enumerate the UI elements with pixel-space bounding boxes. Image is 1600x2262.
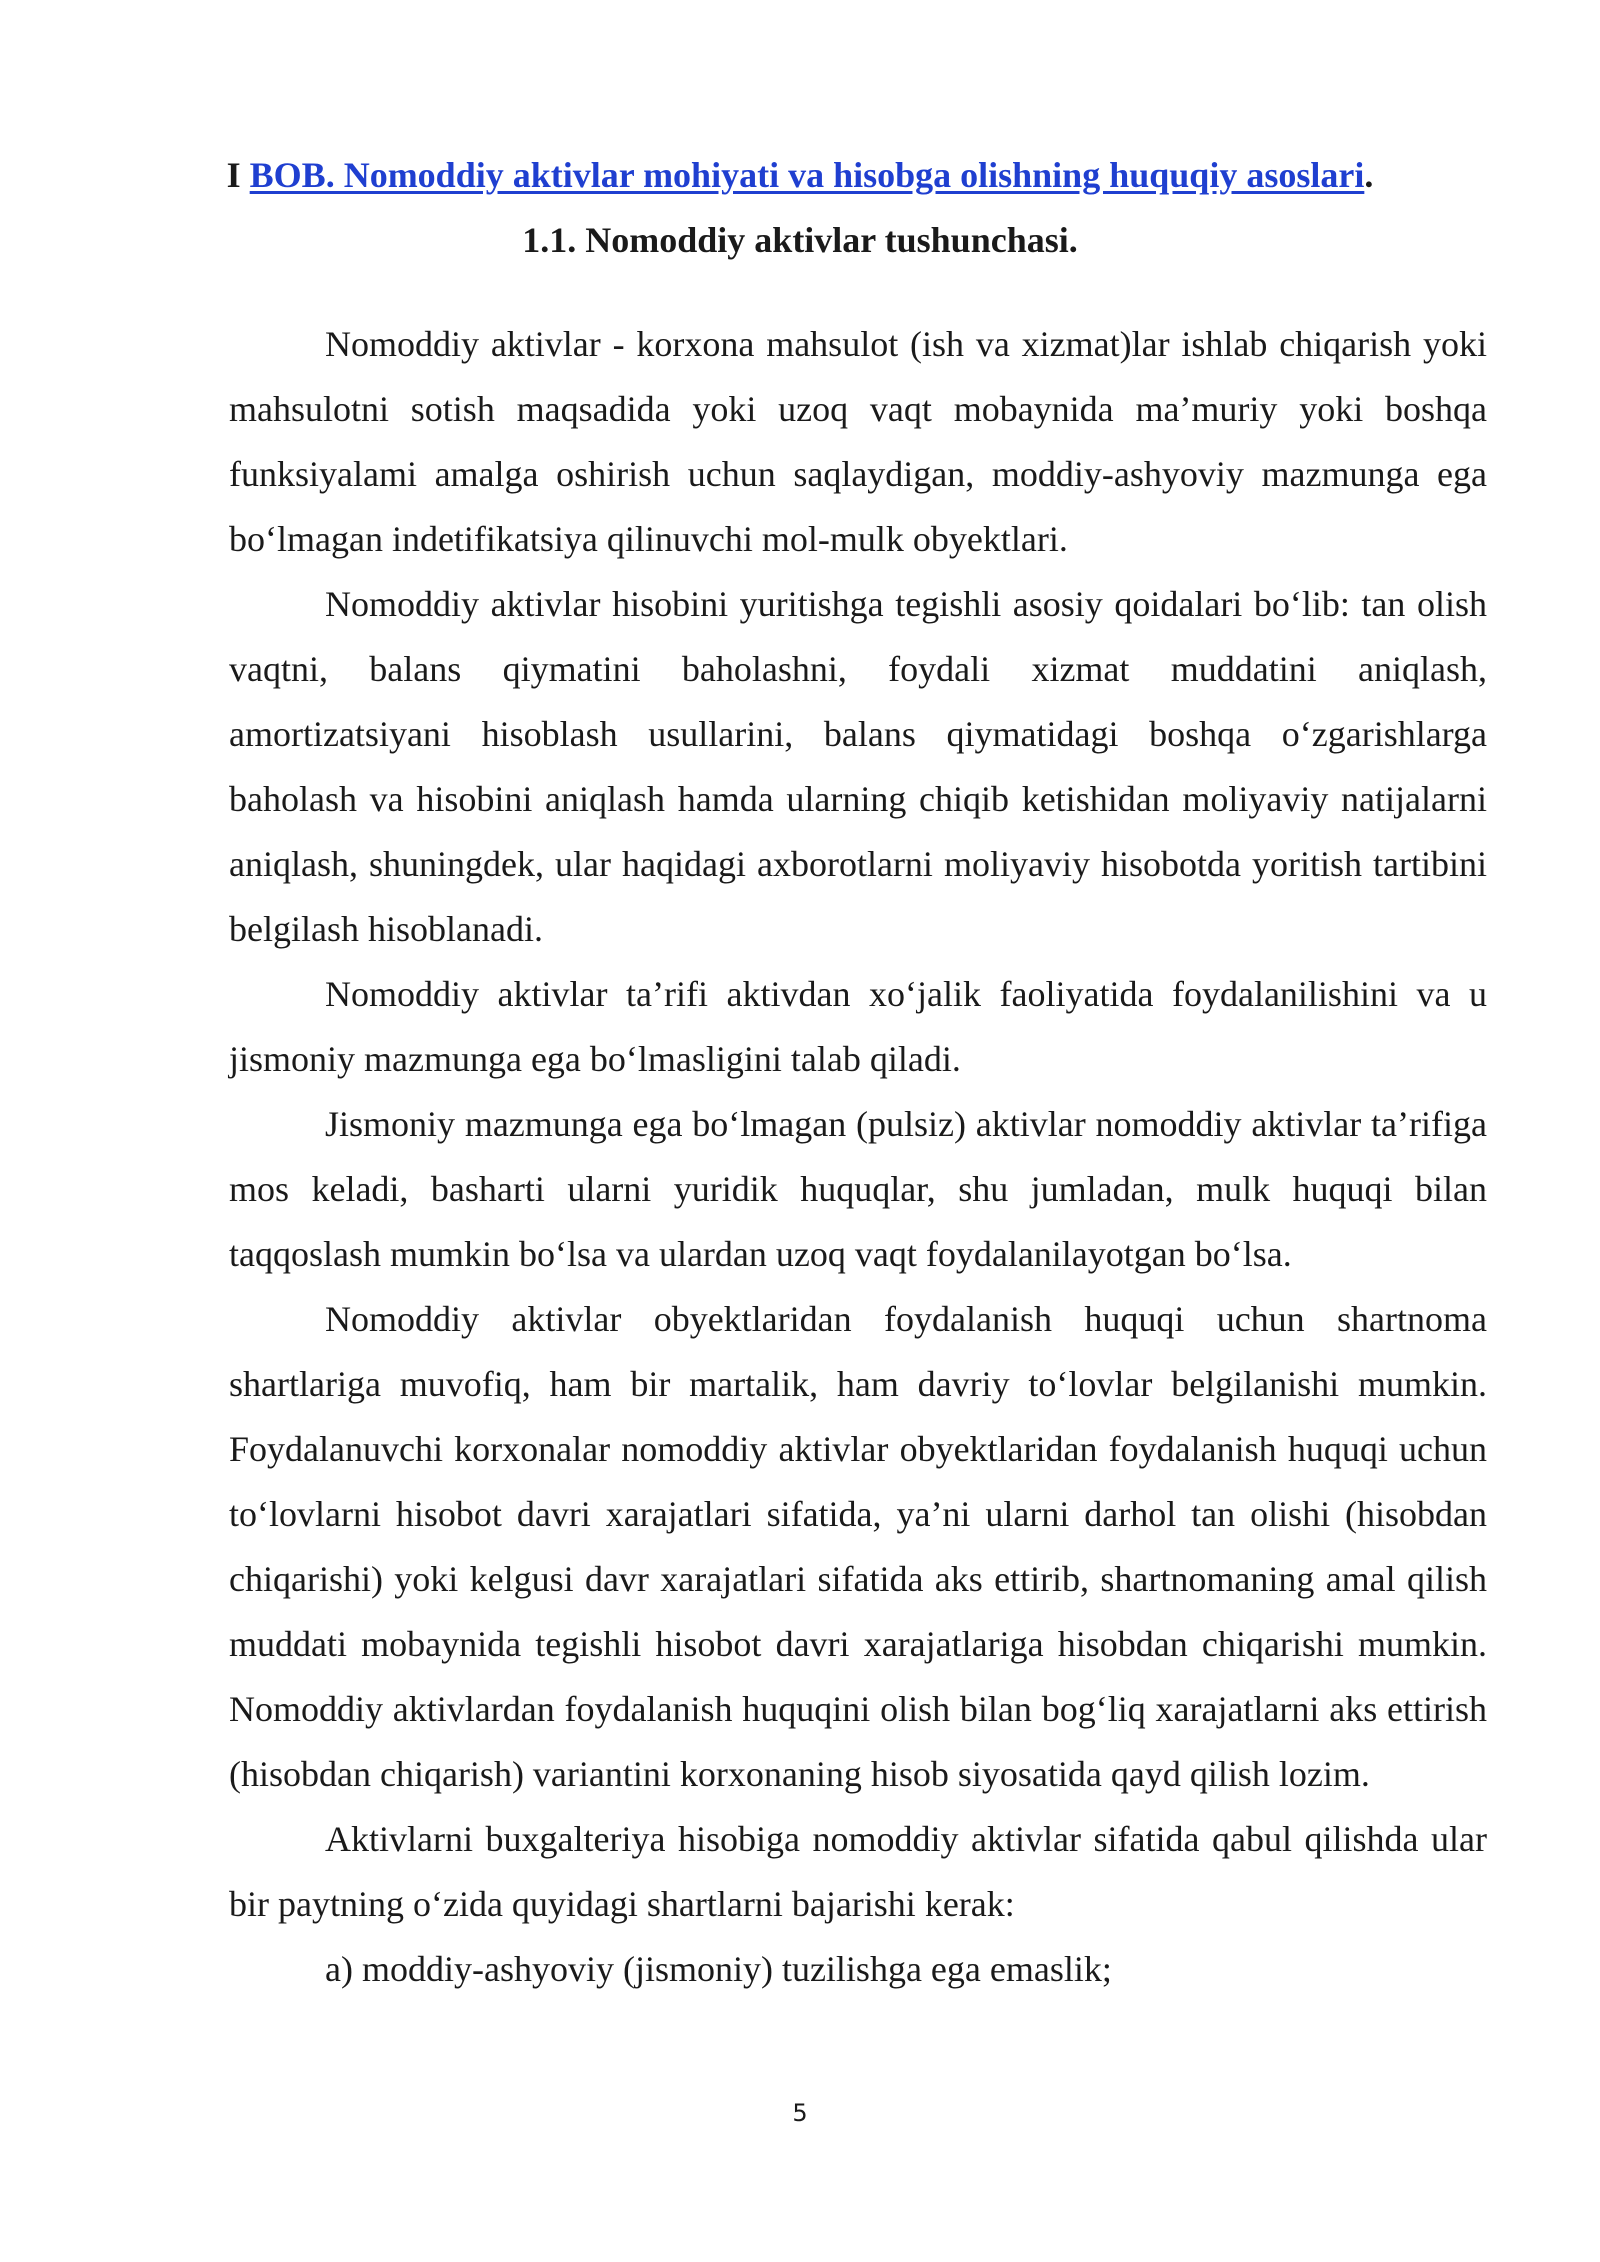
paragraph: Nomoddiy aktivlar - korxona mahsulot (ish va xizmat)lar ishlab chiqarish yoki mahsulotni sotish maqsadida yoki uzoq vaqt mobaynida ma’muriy yoki boshqa funksiyalami amalga oshirish uchun saqlaydigan, moddiy-ashyoviy mazmunga ega bo‘lmagan indetifikatsiya qilinuvchi mol-mulk obyektlari. bbox=[229, 324, 1487, 559]
section-heading: 1.1. Nomoddiy aktivlar tushunchasi. bbox=[522, 220, 1078, 260]
paragraph: Aktivlarni buxgalteriya hisobiga nomoddiy aktivlar sifatida qabul qilishda ular bir paytning o‘zida quyidagi shartlarni bajarishi kerak: bbox=[229, 1819, 1487, 1924]
paragraph: Jismoniy mazmunga ega bo‘lmagan (pulsiz) aktivlar nomoddiy aktivlar ta’rifiga mos keladi, basharti ularni yuridik huquqlar, shu jumladan, mulk huquqi bilan taqqoslash mumkin bo‘lsa va ulardan uzoq vaqt foydalanilayotgan bo‘lsa. bbox=[229, 1104, 1487, 1274]
chapter-heading-link[interactable]: BOB. Nomoddiy aktivlar mohiyati va hisobga olishning huquqiy asoslari bbox=[249, 155, 1365, 195]
chapter-heading-suffix: . bbox=[1364, 155, 1374, 195]
list-item: a) moddiy-ashyoviy (jismoniy) tuzilishga ega emaslik; bbox=[325, 1949, 1112, 1989]
body-text bbox=[229, 312, 1487, 2002]
paragraph: Nomoddiy aktivlar ta’rifi aktivdan xo‘jalik faoliyatida foydalanilishini va u jismoniy mazmunga ega bo‘lmasligini talab qiladi. bbox=[229, 974, 1487, 1079]
page-number: 5 bbox=[792, 2099, 808, 2127]
paragraph: Nomoddiy aktivlar obyektlaridan foydalanish huquqi uchun shartnoma shartlariga muvofiq, ham bir martalik, ham davriy to‘lovlar belgilanishi mumkin. Foydalanuvchi korxonalar nomoddiy aktivlar obyektlaridan foydalanish huquqi uchun to‘lovlarni hisobot davri xarajatlari sifatida, ya’ni ularni darhol tan olishi (hisobdan chiqarishi) yoki kelgusi davr xarajatlari sifatida aks ettirib, shartnomaning amal qilish muddati mobaynida tegishli hisobot davri xarajatlariga hisobdan chiqarishi mumkin. Nomoddiy aktivlardan foydalanish huquqini olish bilan bog‘liq xarajatlarni aks ettirish (hisobdan chiqarish) variantini korxonaning hisob siyosatida qayd qilish lozim. bbox=[229, 1299, 1487, 1794]
chapter-heading-prefix: I bbox=[226, 155, 250, 195]
paragraph: Nomoddiy aktivlar hisobini yuritishga tegishli asosiy qoidalari bo‘lib: tan olish vaqtni, balans qiymatini baholashni, foydali xizmat muddatini aniqlash, amortizatsiyani hisoblash usullarini, balans qiymatidagi boshqa o‘zgarishlarga baholash va hisobini aniqlash hamda ularning chiqib ketishidan moliyaviy natijalarni aniqlash, shuningdek, ular haqidagi axborotlarni moliyaviy hisobotda yoritish tartibini belgilash hisoblanadi. bbox=[229, 584, 1487, 949]
chapter-heading bbox=[0, 153, 1600, 197]
